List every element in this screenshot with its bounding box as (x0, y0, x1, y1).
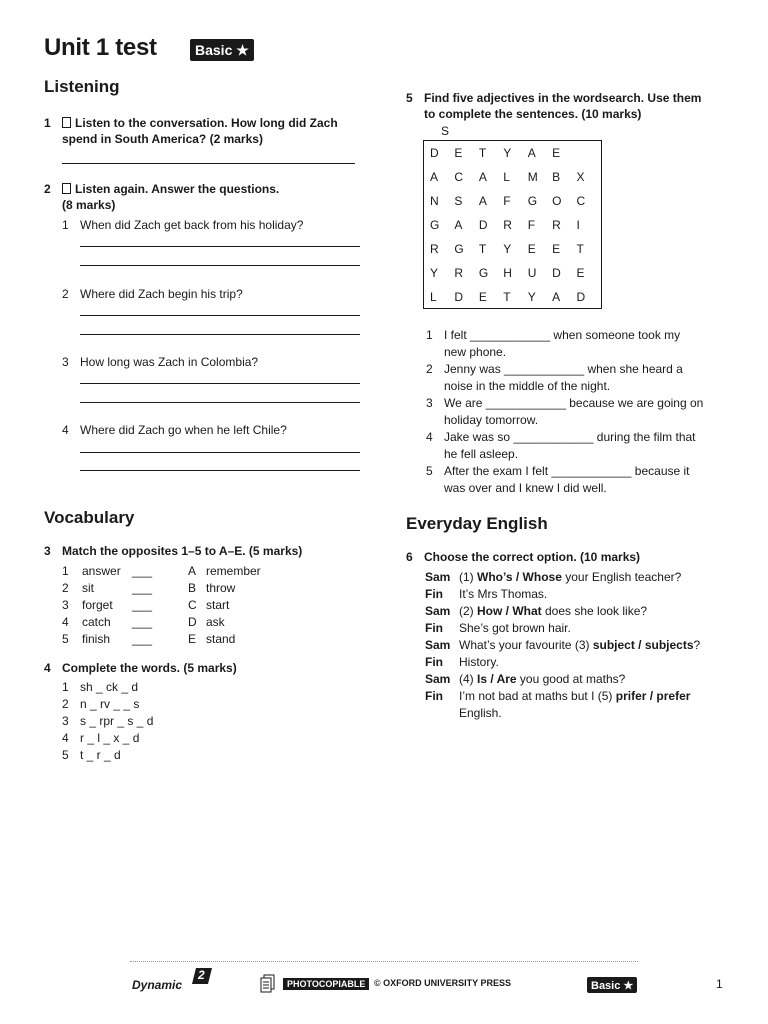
page-number: 1 (716, 977, 723, 991)
wordsearch-cell[interactable]: D (478, 218, 488, 232)
speaker: Sam (425, 672, 451, 686)
sentence-item: 1 I felt ____________ when someone took my new phone. (426, 328, 681, 359)
page-title: Unit 1 test (44, 34, 157, 61)
wordsearch-row (424, 141, 601, 165)
question-text: Listen again. Answer the questions. (75, 182, 280, 196)
vocabulary-heading: Vocabulary (44, 508, 135, 527)
wordsearch-cell[interactable]: C (454, 170, 464, 184)
question-4: 4 Complete the words. (5 marks) (44, 661, 237, 675)
speaker: Fin (425, 655, 443, 669)
option-choice[interactable]: Who’s / Whose (477, 570, 562, 584)
answer-line[interactable] (80, 265, 360, 266)
answer-line[interactable] (80, 383, 360, 384)
wordsearch-cell[interactable]: A (478, 170, 487, 184)
wordsearch-cell[interactable]: E (576, 266, 585, 280)
wordsearch-cell[interactable]: Y (503, 242, 512, 256)
wordsearch-cell[interactable]: E (478, 290, 487, 304)
wordsearch-cell[interactable]: R (552, 218, 561, 232)
wordsearch-cell[interactable]: G (527, 194, 538, 208)
speaker: Fin (425, 621, 443, 635)
answer-line[interactable] (80, 315, 360, 316)
wordsearch-cell[interactable]: E (527, 242, 536, 256)
wordsearch-cell[interactable]: G (478, 266, 489, 280)
audio-icon (62, 117, 71, 128)
wordsearch-row (424, 285, 601, 309)
question-2-item-2: 2 Where did Zach begin his trip? (62, 287, 243, 301)
answer-line[interactable] (80, 334, 360, 335)
wordsearch-row (424, 213, 601, 237)
wordsearch-cell[interactable]: S (454, 194, 463, 208)
wordsearch-cell[interactable]: T (503, 290, 511, 304)
dialogue-line: Sam (4) Is / Are you good at maths? (425, 672, 626, 686)
speaker: Sam (425, 638, 451, 652)
dialogue-line: Sam What’s your favourite (3) subject / subjects? (425, 638, 701, 652)
match-row: 1 answer ___ A remember (62, 564, 261, 578)
wordsearch-cell[interactable]: T (478, 242, 487, 256)
wordsearch-row (424, 189, 601, 213)
dialogue-line: Sam (2) How / What does she look like? (425, 604, 648, 618)
option-choice[interactable]: subject / subjects (592, 638, 694, 652)
dialogue-line: Fin She’s got brown hair. (425, 621, 571, 635)
wordsearch-cell[interactable]: X (576, 170, 585, 184)
list-item: 1 sh _ ck _ d (62, 680, 139, 694)
wordsearch-cell[interactable]: R (503, 218, 512, 232)
speaker: Fin (425, 689, 443, 703)
wordsearch-cell[interactable]: G (430, 218, 440, 232)
everyday-english-heading: Everyday English (406, 514, 548, 533)
wordsearch-cell[interactable]: A (527, 146, 536, 160)
dialogue-line: Sam (1) Who’s / Whose your English teacher? (425, 570, 682, 584)
dialogue (425, 569, 700, 722)
question-6: 6 Choose the correct option. (10 marks) (406, 550, 641, 564)
match-row: 5 finish ___ E stand (62, 632, 236, 646)
sentence-list (426, 327, 703, 497)
sentence-item: 5 After the exam I felt ____________ because it was over and I knew I did well. (426, 464, 690, 495)
wordsearch-cell[interactable]: Y (527, 290, 536, 304)
question-3: 3 Match the opposites 1–5 to A–E. (5 marks) (44, 544, 303, 558)
wordsearch-cell[interactable]: U (527, 266, 537, 280)
match-row: 4 catch ___ D ask (62, 615, 225, 629)
wordsearch-cell[interactable]: D (576, 290, 586, 304)
wordsearch-cell[interactable]: A (552, 290, 561, 304)
question-number: 2 (44, 182, 51, 196)
wordsearch-cell[interactable]: A (454, 218, 463, 232)
answer-line[interactable] (62, 163, 355, 164)
wordsearch-cell[interactable]: D (552, 266, 561, 280)
photocopiable-label: PHOTOCOPIABLE (283, 978, 369, 990)
question-number: 1 (44, 116, 51, 130)
sentence-item: 3 We are ____________ because we are going on holiday tomorrow. (426, 396, 704, 427)
question-1 (44, 115, 374, 147)
audio-icon (62, 183, 71, 194)
wordsearch-cell[interactable]: F (527, 218, 536, 232)
footer-divider (130, 961, 638, 962)
wordsearch-cell[interactable]: I (576, 218, 580, 232)
sentence-item: 2 Jenny was ____________ when she heard a noise in the middle of the night. (426, 362, 683, 393)
wordsearch-cell[interactable]: E (454, 146, 463, 160)
footer-level-badge: Basic ★ (587, 977, 637, 993)
question-2-item-4: 4 Where did Zach go when he left Chile? (62, 423, 287, 437)
wordsearch-extra-letter: S (441, 124, 450, 138)
wordsearch-grid (423, 140, 602, 309)
question-5: 5 Find five adjectives in the wordsearch. Use them to complete the sentences. (10 marks) (406, 91, 702, 121)
matching-list (62, 563, 261, 648)
speaker: Sam (425, 604, 451, 618)
list-item: 2 n _ rv _ _ s (62, 697, 140, 711)
wordsearch-cell[interactable]: N (430, 194, 439, 208)
wordsearch-cell[interactable]: A (478, 194, 487, 208)
question-text: (8 marks) (62, 198, 116, 212)
listening-heading: Listening (44, 77, 120, 96)
list-item: 5 t _ r _ d (62, 748, 121, 762)
wordsearch-cell[interactable]: D (430, 146, 439, 160)
wordsearch-row (424, 237, 601, 261)
question-text: spend in South America? (2 marks) (62, 132, 263, 146)
level-badge: Basic ★ (190, 39, 254, 61)
question-2 (44, 181, 374, 213)
wordsearch-cell[interactable]: M (527, 170, 538, 184)
wordsearch-cell[interactable]: Y (503, 146, 512, 160)
answer-line[interactable] (80, 246, 360, 247)
answer-line[interactable] (80, 402, 360, 403)
wordsearch-cell[interactable]: E (552, 242, 561, 256)
answer-line[interactable] (80, 470, 360, 471)
wordsearch-cell[interactable]: D (454, 290, 464, 304)
speaker: Sam (425, 570, 451, 584)
option-choice[interactable]: How / What (477, 604, 542, 618)
wordsearch-cell[interactable]: E (552, 146, 561, 160)
complete-words-list (62, 679, 153, 764)
question-text: Listen to the conversation. How long did Zach (75, 116, 338, 130)
wordsearch-cell[interactable]: H (503, 266, 512, 280)
question-2-item-1: 1 When did Zach get back from his holiday? (62, 218, 304, 232)
match-row: 3 forget ___ C start (62, 598, 230, 612)
list-item: 3 s _ rpr _ s _ d (62, 714, 154, 728)
publisher-label: © OXFORD UNIVERSITY PRESS (374, 978, 511, 988)
wordsearch-cell[interactable]: A (430, 170, 439, 184)
sentence-item: 4 Jake was so ____________ during the film that he fell asleep. (426, 430, 696, 461)
photocopy-icon (258, 974, 276, 996)
dialogue-line: Fin I’m not bad at maths but I (5) prifer / prefer English. (425, 689, 691, 720)
wordsearch-cell[interactable]: F (503, 194, 511, 208)
dialogue-line: Fin It’s Mrs Thomas. (425, 587, 548, 601)
wordsearch-cell[interactable]: R (430, 242, 439, 256)
dynamic-logo: Dynamic (132, 978, 183, 992)
wordsearch-cell[interactable]: G (454, 242, 464, 256)
speaker: Fin (425, 587, 443, 601)
wordsearch-cell[interactable]: B (552, 170, 561, 184)
wordsearch-cell[interactable]: R (454, 266, 464, 280)
wordsearch-cell[interactable]: L (503, 170, 510, 184)
wordsearch-cell[interactable]: C (576, 194, 586, 208)
wordsearch-cell[interactable]: O (552, 194, 562, 208)
wordsearch-row (424, 261, 601, 285)
wordsearch-cell[interactable]: Y (430, 266, 439, 280)
dialogue-line: Fin History. (425, 655, 499, 669)
question-2-item-3: 3 How long was Zach in Colombia? (62, 355, 259, 369)
wordsearch-cell[interactable]: T (576, 242, 584, 256)
wordsearch-cell[interactable]: L (430, 290, 437, 304)
answer-line[interactable] (80, 452, 360, 453)
option-choice[interactable]: Is / Are (477, 672, 517, 686)
list-item: 4 r _ l _ x _ d (62, 731, 140, 745)
wordsearch-cell[interactable]: T (478, 146, 487, 160)
dynamic-logo-number: 2 (198, 968, 205, 982)
option-choice[interactable]: prifer / prefer (615, 689, 691, 703)
wordsearch-row (424, 165, 601, 189)
match-row: 2 sit ___ B throw (62, 581, 236, 595)
